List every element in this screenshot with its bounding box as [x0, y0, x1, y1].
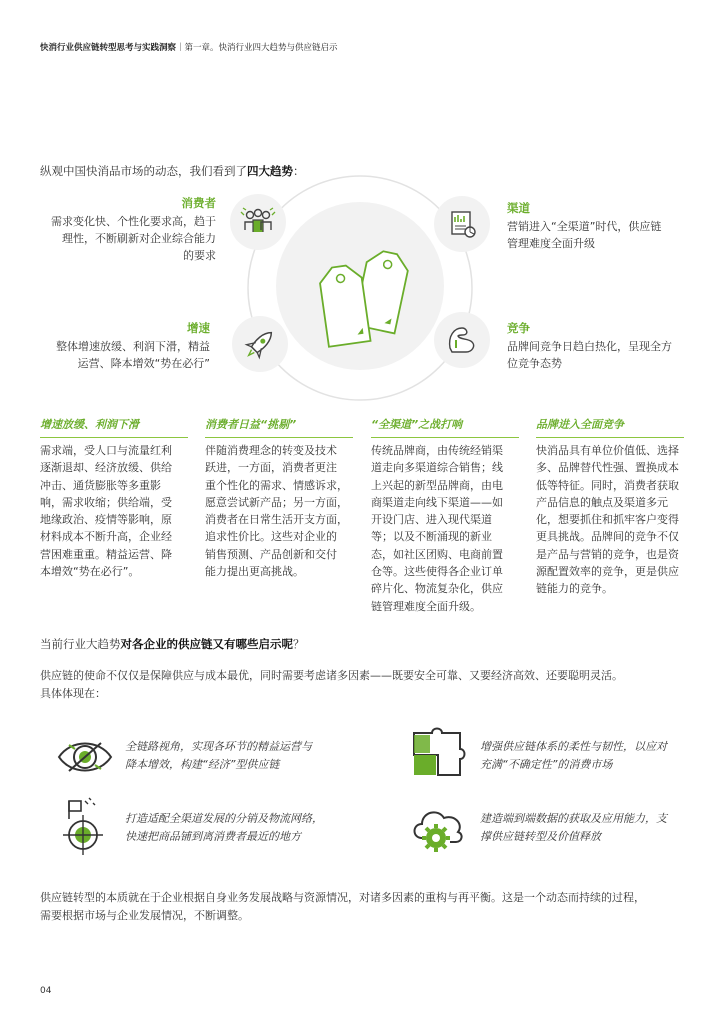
- feature-economic: [125, 738, 330, 773]
- column-title: “全渠道”之战打响: [371, 416, 519, 438]
- column-line: 消费者在日常生活开支方面，: [205, 513, 348, 527]
- mission-line: 具体体现在：: [40, 686, 106, 700]
- running-header: [40, 41, 338, 53]
- column-line: 更具挑战。品牌间的竞争不仅: [536, 530, 679, 544]
- column-line: 产品信息的触点及渠道多元: [536, 495, 668, 509]
- column-line: 快消品具有单位价值低、选择: [536, 444, 679, 457]
- trend-competition-title: 竞争: [507, 321, 530, 335]
- column-brand-competition: [536, 416, 684, 598]
- column-title: 品牌进入全面竞争: [536, 416, 684, 438]
- feature-line: 充满“不确定性”的消费市场: [480, 757, 613, 771]
- trend-growth-line: 整体增速放缓、利润下滑，精益: [56, 340, 210, 353]
- column-line: 等；以及不断涌现的新业: [371, 530, 492, 544]
- mission-line: 供应链的使命不仅仅是保障供应与成本最优，同时需要考虑诸多因素——既要安全可靠、又要经济高效、还要聪明灵活。: [40, 669, 623, 682]
- feature-line: 建造端到端数据的获取及应用能力，支: [480, 812, 667, 825]
- column-line: 能力提出更高挑战。: [205, 565, 304, 579]
- page-number: 04: [40, 986, 52, 996]
- column-line: 地缘政治、疫情等影响，原: [40, 513, 172, 527]
- question-prefix: 当前行业大趋势: [40, 637, 121, 651]
- trend-competition-line: 品牌间竞争日趋白热化，呈现全方: [507, 340, 672, 353]
- feature-distribution: [125, 810, 330, 845]
- column-picky-consumers: [205, 416, 353, 580]
- column-line: 响，需求收缩；供给端，受: [40, 495, 172, 509]
- feature-line: 快速把商品铺到离消费者最近的地方: [125, 829, 301, 843]
- feature-line: 撑供应链转型及价值释放: [480, 829, 601, 843]
- trend-channel-title: 渠道: [507, 201, 530, 215]
- intro-suffix: ：: [293, 164, 305, 178]
- column-line: 上兴起的新型品牌商，由电: [371, 478, 503, 492]
- column-line: 销售预测、产品创新和交付: [205, 547, 337, 561]
- intro-prefix: 纵观中国快消品市场的动态，我们看到了: [40, 164, 247, 178]
- trend-growth-line: 运营、降本增效“势在必行”: [77, 357, 210, 370]
- document-title: 快消行业供应链转型思考与实践洞察: [40, 43, 177, 53]
- column-line: 本增效“势在必行”。: [40, 565, 140, 579]
- column-line: 重个性化的需求、情感诉求，: [205, 478, 348, 492]
- trend-growth: [34, 320, 210, 372]
- feature-line: 增强供应链体系的柔性与韧性，以应对: [480, 740, 667, 753]
- trend-channel-line: 营销进入“全渠道”时代，供应链: [507, 220, 662, 233]
- feature-resilience: [480, 738, 685, 773]
- chapter-title: ｜第一章。快消行业四大趋势与供应链启示: [176, 43, 338, 53]
- trend-consumer-line: 的要求: [183, 249, 216, 262]
- column-line: 链管理难度全面升级。: [371, 599, 481, 613]
- column-line: 跃进，一方面，消费者更注: [205, 461, 337, 475]
- column-line: 开设门店、进入现代渠道: [371, 513, 492, 527]
- trend-channel: [507, 200, 687, 252]
- trend-consumer-line: 需求变化快、个性化要求高，趋于: [51, 215, 216, 228]
- puzzle-icon: [410, 725, 466, 781]
- trend-growth-title: 增速: [187, 321, 210, 335]
- trend-channel-line: 管理难度全面升级: [507, 237, 595, 250]
- column-growth-slowdown: [40, 416, 188, 580]
- column-omnichannel: [371, 416, 519, 615]
- column-line: 多、品牌替代性强、置换成本: [536, 461, 679, 475]
- column-title: 消费者日益“挑剔”: [205, 416, 353, 438]
- column-line: 低等特征。同时，消费者获取: [536, 478, 679, 492]
- feature-line: 降本增效，构建“经济”型供应链: [125, 757, 280, 771]
- column-line: 是产品与营销的竞争，也是资: [536, 547, 679, 561]
- trend-consumer-title: 消费者: [181, 196, 216, 210]
- column-line: 伴随消费理念的转变及技术: [205, 444, 337, 457]
- question-suffix: ？: [293, 637, 305, 651]
- intro-emphasis: 四大趋势: [247, 164, 293, 178]
- column-line: 道走向多渠道综合销售；线: [371, 461, 503, 475]
- closing-line: 需要根据市场与企业发展情况，不断调整。: [40, 908, 249, 922]
- question-emphasis: 对各企业的供应链又有哪些启示呢: [120, 637, 293, 651]
- column-line: 仓等。这些使得各企业订单: [371, 565, 503, 579]
- feature-data-capability: [480, 810, 685, 845]
- column-line: 态，如社区团购、电商前置: [371, 547, 503, 561]
- column-line: 需求端，受人口与流量红利: [40, 444, 172, 457]
- column-line: 追求性价比。这些对企业的: [205, 530, 337, 544]
- feature-line: 全链路视角，实现各环节的精益运营与: [125, 740, 312, 753]
- route-target-icon: [55, 795, 111, 859]
- cloud-gear-icon: [410, 798, 468, 856]
- column-line: 源配置效率的竞争，更是供应: [536, 565, 679, 579]
- column-line: 逐渐退却、经济放缓、供给: [40, 461, 172, 475]
- column-line: 链能力的竞争。: [536, 582, 613, 596]
- trend-consumer-line: 理性，不断刷新对企业综合能力: [62, 232, 216, 245]
- closing-line: 供应链转型的本质就在于企业根据自身业务发展战略与资源情况，对诸多因素的重构与再平衡。这是一个动态而持续的过程，: [40, 891, 645, 904]
- column-title: 增速放缓、利润下滑: [40, 416, 188, 438]
- column-line: 材料成本不断升高，企业经: [40, 530, 172, 544]
- mission-paragraph: [40, 667, 690, 702]
- column-line: 营困难重重。精益运营、降: [40, 547, 172, 561]
- column-line: 化，想要抓住和抓牢客户变得: [536, 513, 679, 527]
- column-line: 愿意尝试新产品；另一方面，: [205, 495, 348, 509]
- column-line: 冲击、通货膨胀等多重影: [40, 478, 161, 492]
- column-line: 商渠道走向线下渠道——如: [371, 495, 503, 509]
- feature-line: 打造适配全渠道发展的分销及物流网络，: [125, 812, 323, 825]
- column-line: 传统品牌商，由传统经销渠: [371, 444, 503, 457]
- trend-consumer: [40, 195, 216, 264]
- eye-icon: [55, 727, 115, 787]
- trend-circle-graphic: [200, 168, 520, 408]
- trend-competition: [507, 320, 687, 372]
- column-line: 碎片化、物流复杂化，供应: [371, 582, 503, 596]
- section-question: [40, 636, 305, 652]
- trend-competition-line: 位竞争态势: [507, 357, 562, 370]
- closing-paragraph: [40, 889, 690, 924]
